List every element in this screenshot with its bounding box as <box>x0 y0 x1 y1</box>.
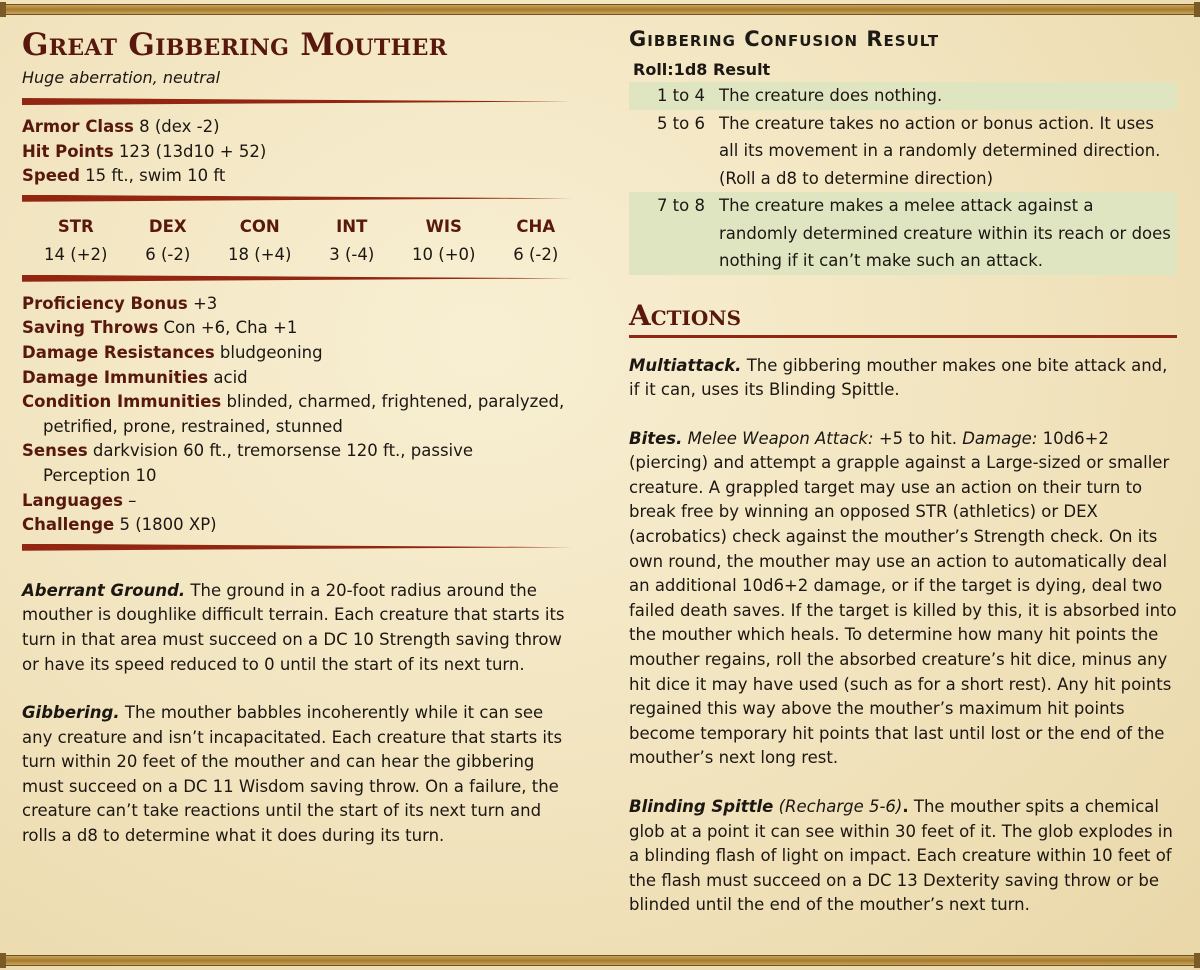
monster-type: Huge aberration, neutral <box>22 68 221 87</box>
detail-stats <box>22 292 574 538</box>
result-cell: The creature makes a melee attack against a randomly determined creature within its reach or does nothing if it can’t make such an attack. <box>705 192 1177 275</box>
roll-cell: 7 to 8 <box>629 192 705 275</box>
armor-class-row: Armor Class 8 (dex -2) <box>22 117 220 136</box>
table-row <box>629 192 1177 275</box>
ability-value: 6 (-2) <box>145 245 191 265</box>
trait-gibbering: Gibbering. The mouther babbles incoherently while it can see any creature and isn’t incapacitated. Each creature that starts its turn within 20 feet of the mouther and can hear the gibbering must succeed on a DC 11 Wisdom saving throw. On a failure, the creature can’t take reactions until the start of its next turn and rolls a d8 to determine what it does during its turn. <box>22 703 563 846</box>
challenge-row: Challenge 5 (1800 XP) <box>22 515 217 535</box>
damage-resistances-row: Damage Resistances bludgeoning <box>22 342 323 362</box>
proficiency-row: Proficiency Bonus +3 <box>22 293 218 313</box>
ability-header: DEX <box>148 216 187 236</box>
ability-value: 14 (+2) <box>44 245 108 265</box>
left-column <box>22 22 574 849</box>
ability-scores-table <box>22 212 574 269</box>
damage-immunities-row: Damage Immunities acid <box>22 367 248 387</box>
roll-cell: 5 to 6 <box>656 113 705 133</box>
result-cell: The creature does nothing. <box>705 82 1177 110</box>
divider <box>22 275 572 282</box>
table-row <box>629 82 1177 110</box>
confusion-header: Roll:1d8 Result <box>633 59 771 79</box>
monster-name: Great Gibbering Mouther <box>22 27 448 63</box>
trait-aberrant-ground: Aberrant Ground. The ground in a 20-foot radius around the mouther is doughlike difficult terrain. Each creature that starts its turn in that area must succeed on a DC 10 Strength saving throw or have its speed reduced to 0 until the start of its next turn. <box>22 580 565 674</box>
result-cell: The creature takes no action or bonus action. It uses all its movement in a randomly determined direction. (Roll a d8 to determine direction) <box>719 113 1161 188</box>
basic-stats <box>22 115 574 189</box>
ability-header: INT <box>336 216 368 236</box>
top-border-bar <box>0 4 1200 15</box>
divider <box>22 195 572 202</box>
hit-points-row: Hit Points 123 (13d10 + 52) <box>22 141 267 161</box>
speed-row: Speed 15 ft., swim 10 ft <box>22 166 226 186</box>
ability-value-row <box>22 241 574 269</box>
roll-cell: 1 to 4 <box>629 82 705 110</box>
condition-immunities-row: Condition Immunities blinded, charmed, frightened, paralyzed, petrified, prone, restrained, stunned <box>22 392 565 436</box>
ability-value: 10 (+0) <box>412 245 476 265</box>
ability-header: CON <box>239 216 280 236</box>
divider <box>22 544 572 551</box>
action-blinding-spittle: Blinding Spittle (Recharge 5-6). The mouther spits a chemical glob at a point it can see within 30 feet of it. The glob explodes in a blinding flash of light on impact. Each creature within 10 feet of the flash must succeed on a DC 13 Dexterity saving throw or be blinded until the end of the mouther’s next turn. <box>629 797 1173 915</box>
divider <box>22 98 572 105</box>
action-bites: Bites. Melee Weapon Attack: +5 to hit. Damage: 10d6+2 (piercing) and attempt a grapple against a Large-sized or smaller creature. A grappled target may use an action on their turn to break free by winning an opposed STR (athletics) or DEX (acrobatics) check against the mouther’s Strength check. On its own round, the mouther may use an action to automatically deal an additional 10d6+2 damage, or if the target is dying, deal two failed death saves. If the target is killed by this, it is absorbed into the mouther which heals. To determine how many hit points the mouther regains, roll the absorbed creature’s hit dice, minus any hit dice it may have used (such as for a short rest). Any hit points regained this way above the mouther’s maximum hit points become temporary hit points that last until lost or the end of the mouther’s next long rest. <box>629 428 1177 768</box>
action-multiattack: Multiattack. The gibbering mouther makes one bite attack and, if it can, uses its Blinding Spittle. <box>629 355 1168 400</box>
right-column <box>629 22 1179 918</box>
confusion-table-title: Gibbering Confusion Result <box>629 27 940 51</box>
ability-header: STR <box>57 216 94 236</box>
saving-throws-row: Saving Throws Con +6, Cha +1 <box>22 318 298 338</box>
ability-value: 3 (-4) <box>329 245 375 265</box>
bottom-border-bar <box>0 955 1200 966</box>
ability-value: 18 (+4) <box>228 245 292 265</box>
senses-row: Senses darkvision 60 ft., tremorsense 120 ft., passive Perception 10 <box>22 441 474 485</box>
ability-value: 6 (-2) <box>513 245 559 265</box>
ability-header: WIS <box>425 216 462 236</box>
table-row <box>629 110 1177 193</box>
ability-header: CHA <box>516 216 556 236</box>
actions-heading: Actions <box>629 298 742 332</box>
confusion-table <box>629 56 1177 275</box>
ability-header-row <box>22 212 574 241</box>
confusion-header-row <box>629 56 1177 82</box>
languages-row: Languages – <box>22 490 137 510</box>
actions-rule <box>629 335 1177 338</box>
